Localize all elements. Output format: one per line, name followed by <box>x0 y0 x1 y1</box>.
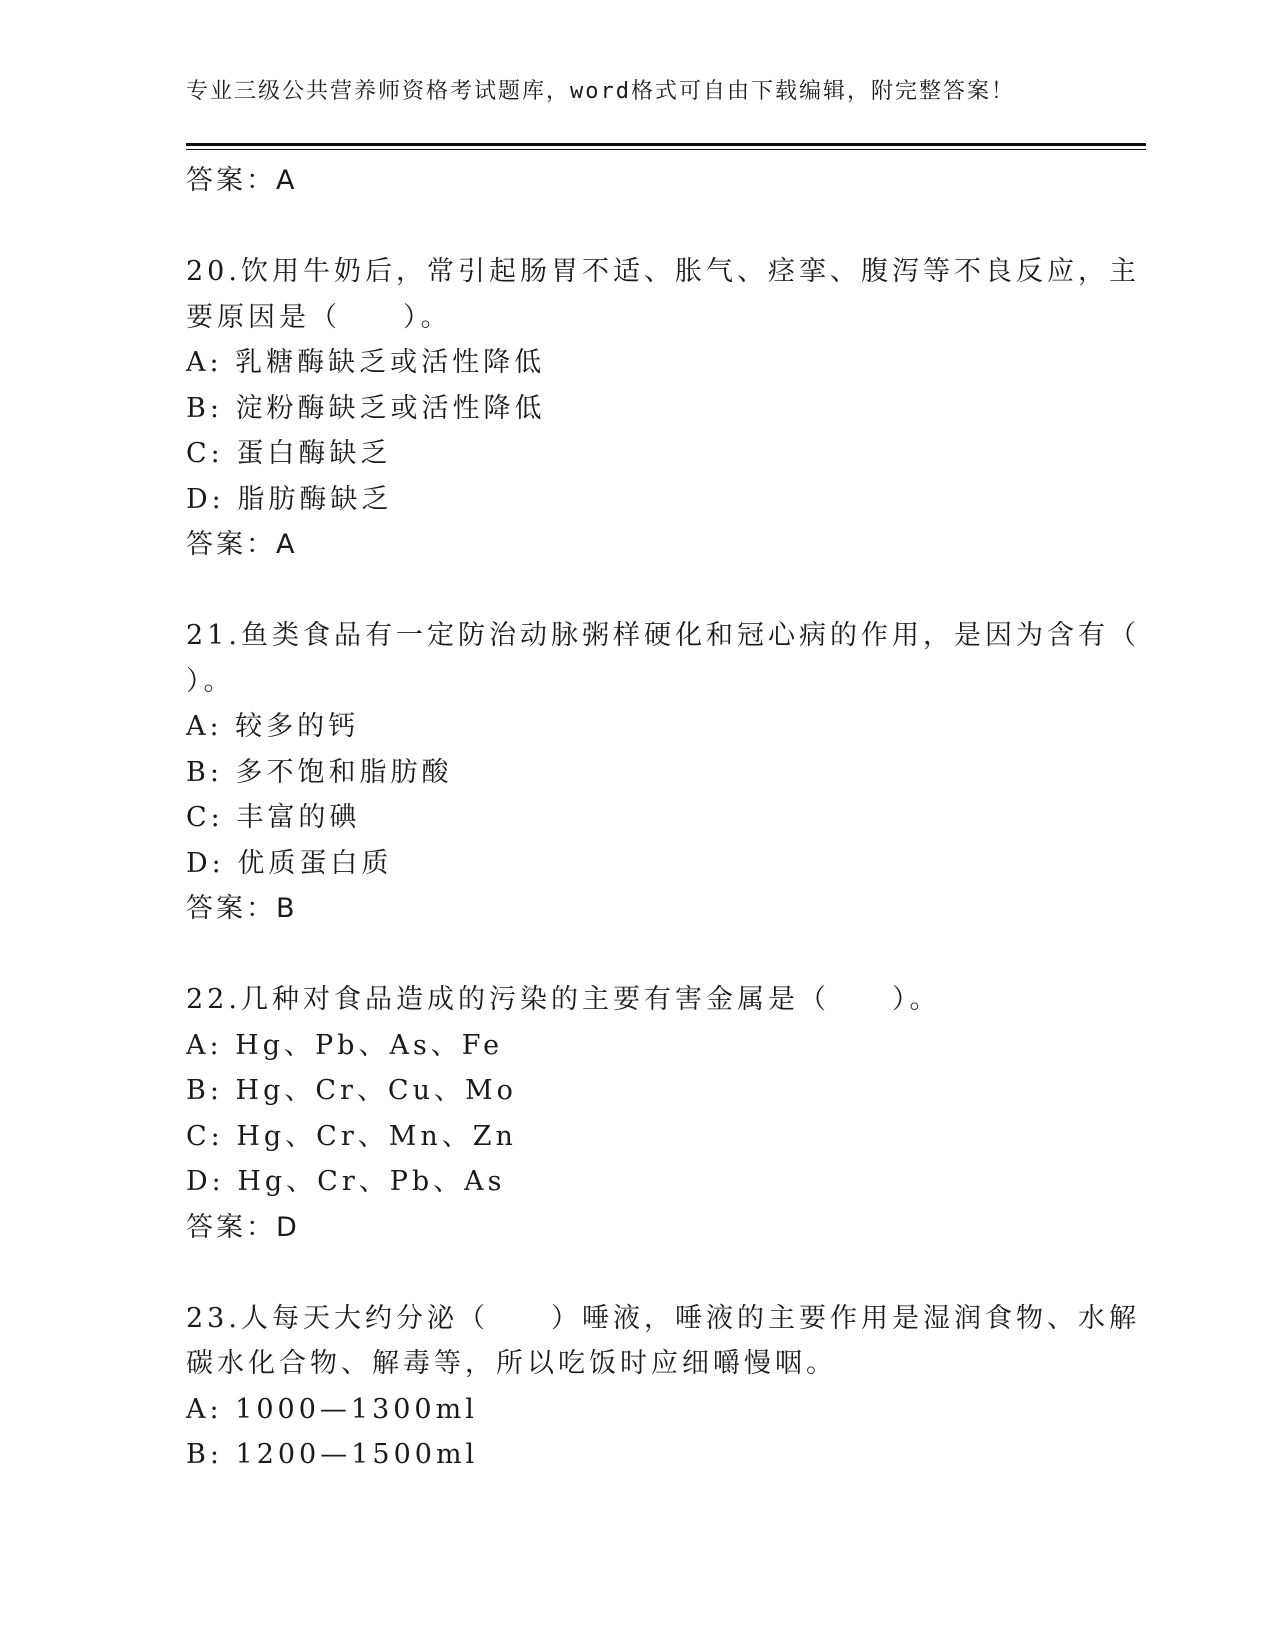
question-stem: 23.人每天大约分泌（ ）唾液，唾液的主要作用是湿润食物、水解 <box>186 1302 1140 1334</box>
option-c: C: 蛋白酶缺乏 <box>186 438 392 469</box>
option-b: B: 多不饱和脂肪酸 <box>186 756 453 788</box>
option-d: D: Hg、Cr、Pb、As <box>186 1166 506 1197</box>
option-d: D: 优质蛋白质 <box>186 847 393 879</box>
spacer <box>186 1250 1086 1296</box>
question-block <box>186 1296 1140 1478</box>
document-body <box>186 158 1140 1478</box>
option-a: A: 乳糖酶缺乏或活性降低 <box>186 347 546 378</box>
answer-line: 答案：A <box>186 165 298 196</box>
spacer <box>186 204 1086 250</box>
question-stem: ）。 <box>186 665 235 697</box>
answer-line: 答案：B <box>186 893 298 924</box>
option-b: B: 1200—1500ml <box>186 1439 479 1470</box>
question-stem: 要原因是（ ）。 <box>186 301 452 333</box>
header-divider <box>186 143 1146 150</box>
option-a: A: 较多的钙 <box>186 711 360 742</box>
page-header: 专业三级公共营养师资格考试题库，word格式可自由下载编辑，附完整答案！ <box>186 79 1015 104</box>
question-block <box>186 613 1140 932</box>
spacer <box>186 932 1086 978</box>
answer-line: 答案：A <box>186 529 298 560</box>
question-block <box>186 977 1086 1250</box>
option-a: A: Hg、Pb、As、Fe <box>186 1029 504 1061</box>
spacer <box>186 568 1086 614</box>
answer-line: 答案：D <box>186 1211 300 1243</box>
option-b: B: 淀粉酶缺乏或活性降低 <box>186 392 546 424</box>
question-stem: 22.几种对食品造成的污染的主要有害金属是（ ）。 <box>186 984 941 1015</box>
question-stem: 21.鱼类食品有一定防治动脉粥样硬化和冠心病的作用，是因为含有（ <box>186 620 1140 651</box>
option-d: D: 脂肪酶缺乏 <box>186 483 393 515</box>
question-block <box>186 249 1140 568</box>
question-stem: 碳水化合物、解毒等，所以吃饭时应细嚼慢咽。 <box>186 1348 837 1379</box>
option-c: C: 丰富的碘 <box>186 802 361 833</box>
question-stem: 20.饮用牛奶后，常引起肠胃不适、胀气、痉挛、腹泻等不良反应，主 <box>186 256 1140 287</box>
option-b: B: Hg、Cr、Cu、Mo <box>186 1075 517 1106</box>
option-c: C: Hg、Cr、Mn、Zn <box>186 1120 517 1152</box>
option-a: A: 1000—1300ml <box>186 1393 478 1425</box>
